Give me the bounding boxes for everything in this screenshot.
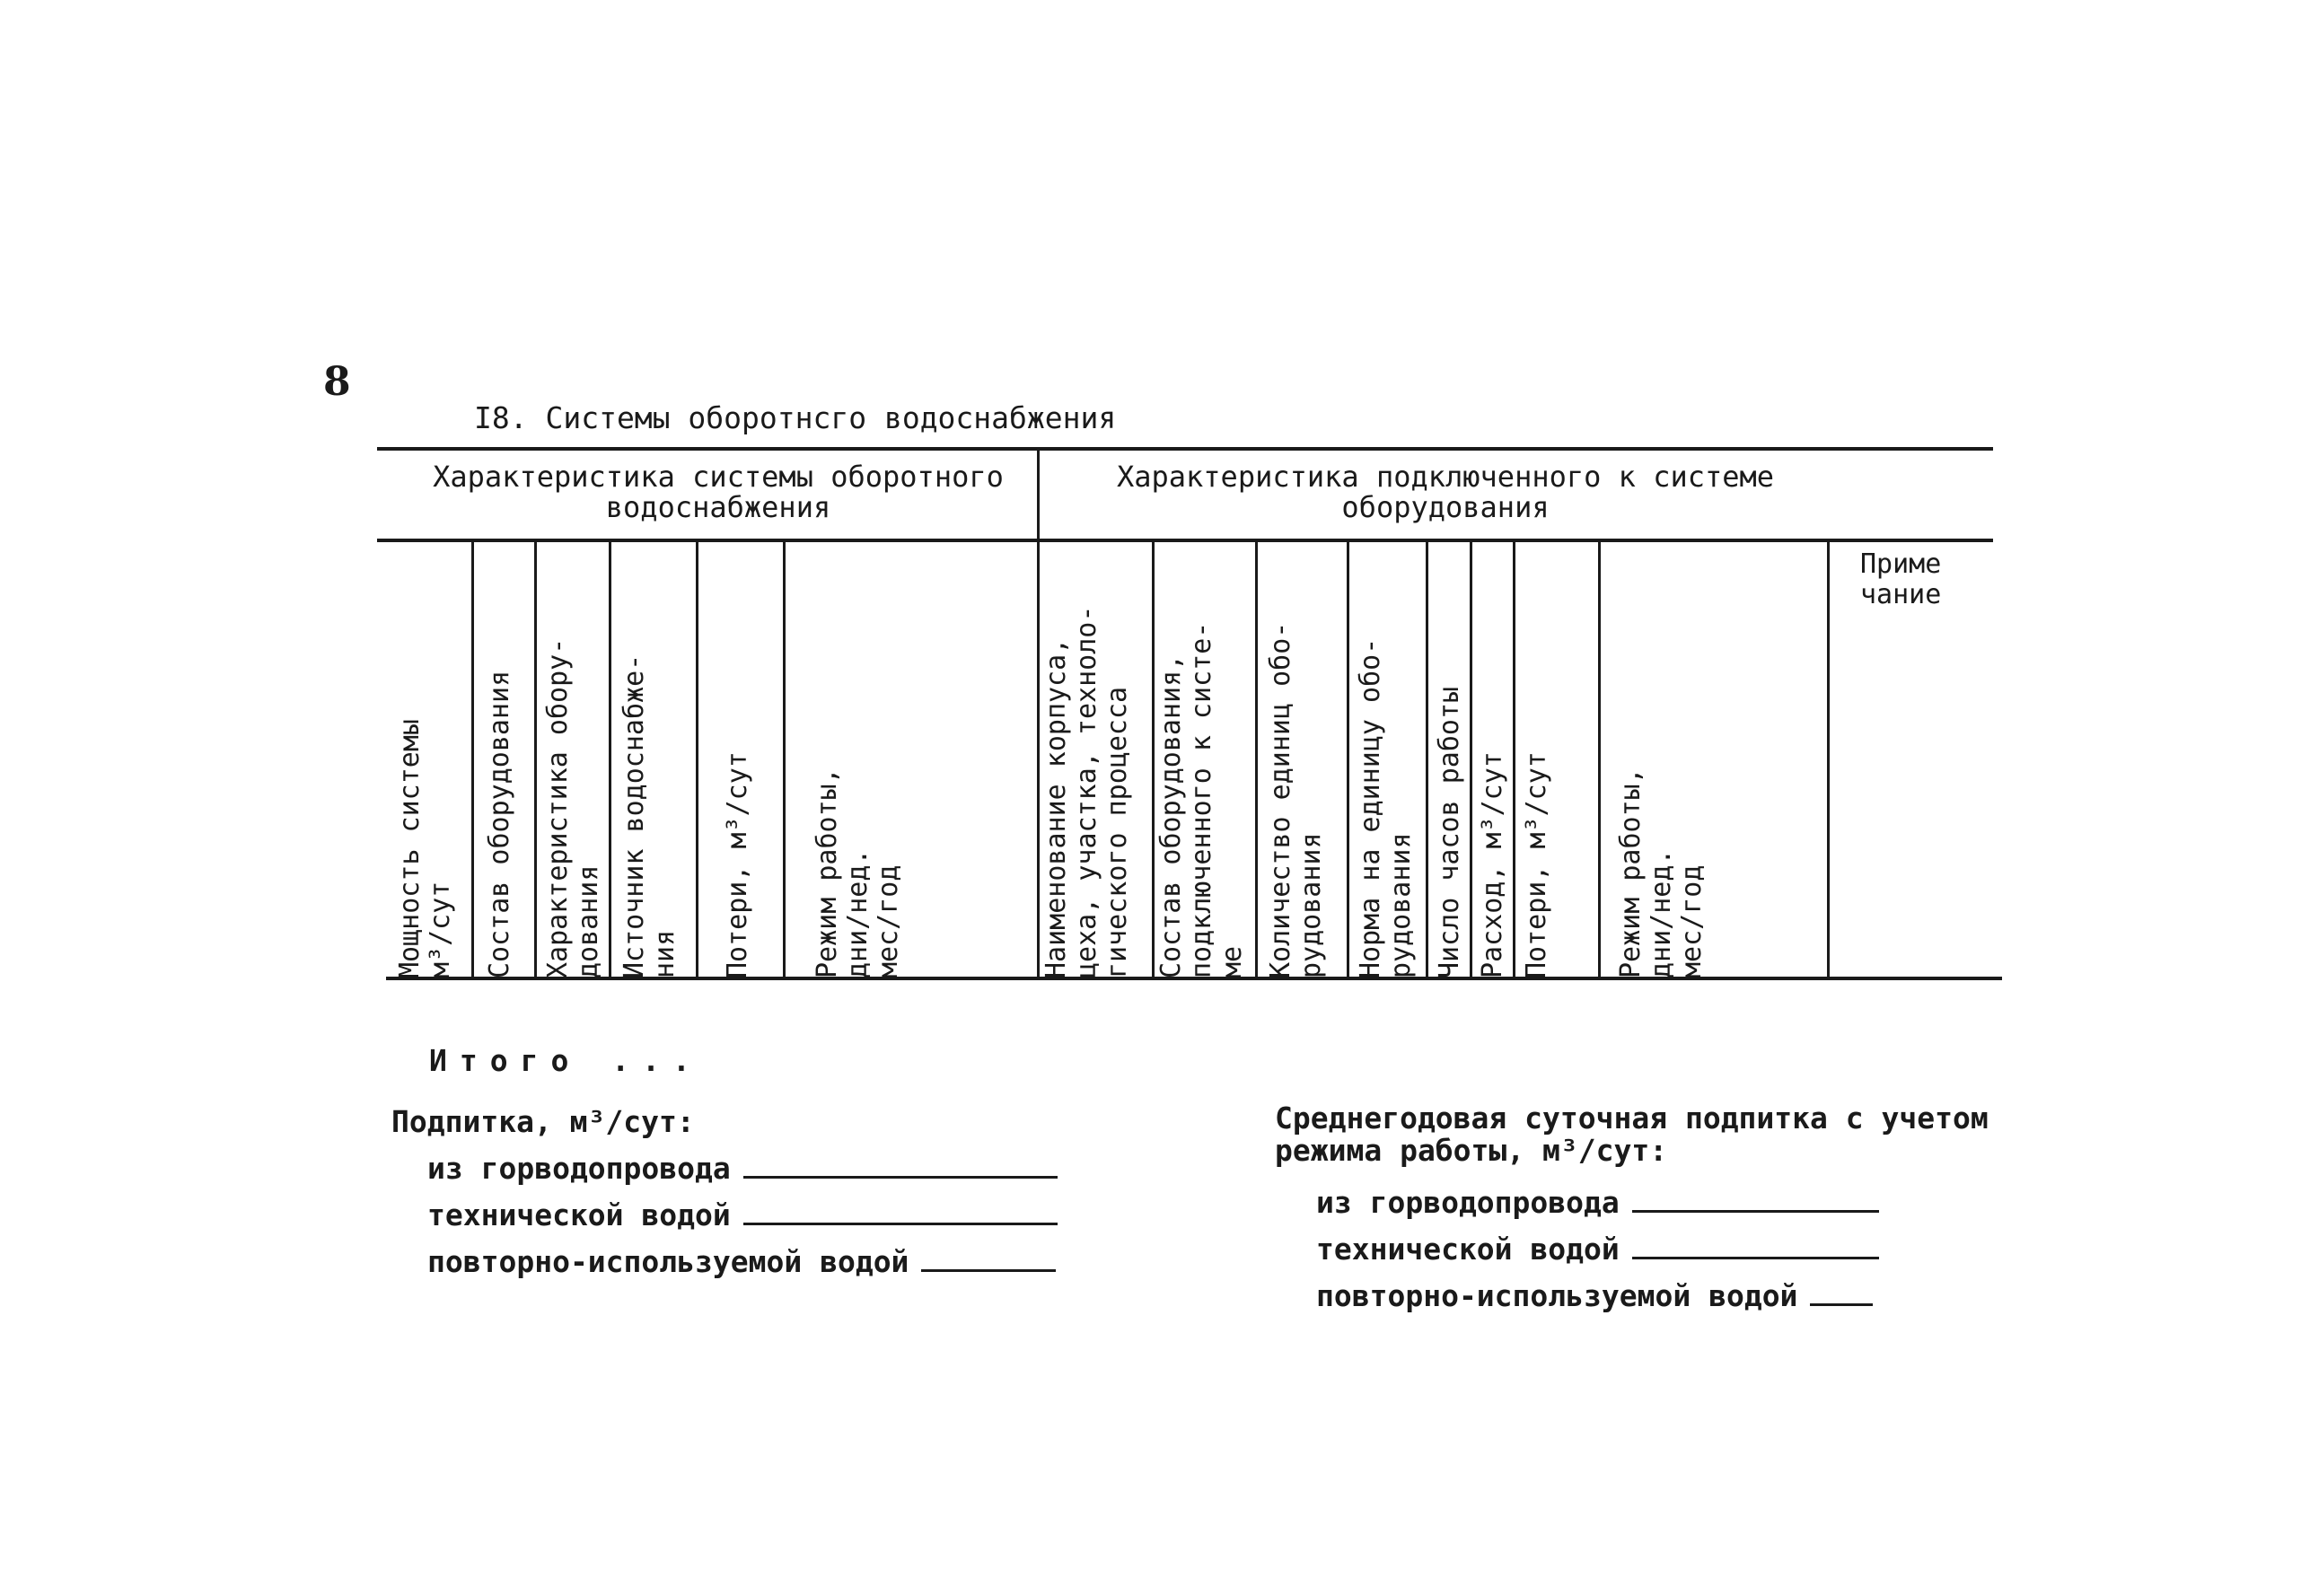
column-header — [1356, 557, 1424, 978]
column-header-text: Число часов работы — [1434, 686, 1465, 978]
column-header-text: Мощность системы м³/сут — [394, 719, 456, 978]
column-header-text: Характеристика обору- дования — [542, 637, 604, 978]
table-top-rule — [377, 447, 1993, 451]
column-header-text: Режим работы, дни/нед. мес/год — [1615, 767, 1708, 978]
column-header-text: Норма на единицу обо- рудования — [1355, 637, 1417, 978]
note-column-header: Приме чание — [1860, 548, 1942, 610]
column-header — [619, 557, 691, 978]
column-header-text: Состав оборудования — [484, 670, 515, 978]
right-item-label: из горводопровода — [1316, 1185, 1620, 1220]
column-header-text: Потери, м³/сут — [722, 751, 753, 978]
column-header-text: Состав оборудования, подключенного к систе- ме — [1155, 621, 1248, 978]
column-header — [543, 557, 606, 978]
column-header — [1478, 557, 1512, 978]
group-header-left — [404, 461, 1032, 522]
left-line-1 — [427, 1151, 1058, 1186]
group-header-right — [1068, 461, 1822, 522]
table-title: I8. Системы оборотнсго водоснабжения — [474, 400, 1117, 435]
right-line-1 — [1316, 1185, 1879, 1220]
column-header — [812, 557, 965, 978]
right-item-label: технической водой — [1316, 1232, 1620, 1267]
group-header-right-text: Характеристика подключенного к системе оборудования — [1116, 460, 1775, 524]
left-heading: Подпитка, м³/сут: — [391, 1104, 695, 1139]
fill-blank[interactable] — [743, 1221, 1058, 1225]
left-item-label: из горводопровода — [427, 1151, 731, 1186]
column-header — [1616, 557, 1796, 978]
right-line-3 — [1316, 1278, 1873, 1313]
column-header — [1435, 557, 1469, 978]
column-header-text: Потери, м³/сут — [1521, 751, 1552, 978]
left-line-2 — [427, 1197, 1058, 1232]
left-line-3 — [427, 1244, 1056, 1279]
group-header-rule — [377, 539, 1993, 542]
column-header — [1041, 557, 1149, 978]
column-header-text: Наименование корпуса, цеха, участка, техноло- гического процесса — [1041, 605, 1133, 978]
fill-blank[interactable] — [1632, 1255, 1879, 1259]
column-header — [1266, 557, 1345, 978]
totals-label: Итого ... — [429, 1043, 703, 1078]
fill-blank[interactable] — [1632, 1208, 1879, 1213]
fill-blank[interactable] — [1810, 1302, 1873, 1306]
column-header-text: Количество единиц обо- рудования — [1265, 621, 1327, 978]
page-mark: 8 — [323, 359, 351, 405]
column-header — [395, 557, 467, 978]
column-header — [485, 557, 530, 978]
column-header-text: Расход, м³/сут — [1477, 751, 1508, 978]
right-item-label: повторно-используемой водой — [1316, 1278, 1798, 1313]
right-line-2 — [1316, 1232, 1879, 1267]
group-header-left-text: Характеристика системы оборотного водоснабжения — [433, 460, 1004, 524]
right-heading: Среднегодовая суточная подпитка с учетом режима работы, м³/сут: — [1275, 1101, 1989, 1168]
column-header — [723, 557, 777, 978]
left-item-label: технической водой — [427, 1197, 731, 1232]
left-item-label: повторно-используемой водой — [427, 1244, 909, 1279]
column-header-text: Источник водоснабже- ния — [619, 653, 681, 978]
fill-blank[interactable] — [921, 1267, 1056, 1272]
column-header — [1156, 557, 1253, 978]
column-header — [1522, 557, 1594, 978]
fill-blank[interactable] — [743, 1174, 1058, 1179]
column-header-text: Режим работы, дни/нед. мес/год — [812, 767, 904, 978]
